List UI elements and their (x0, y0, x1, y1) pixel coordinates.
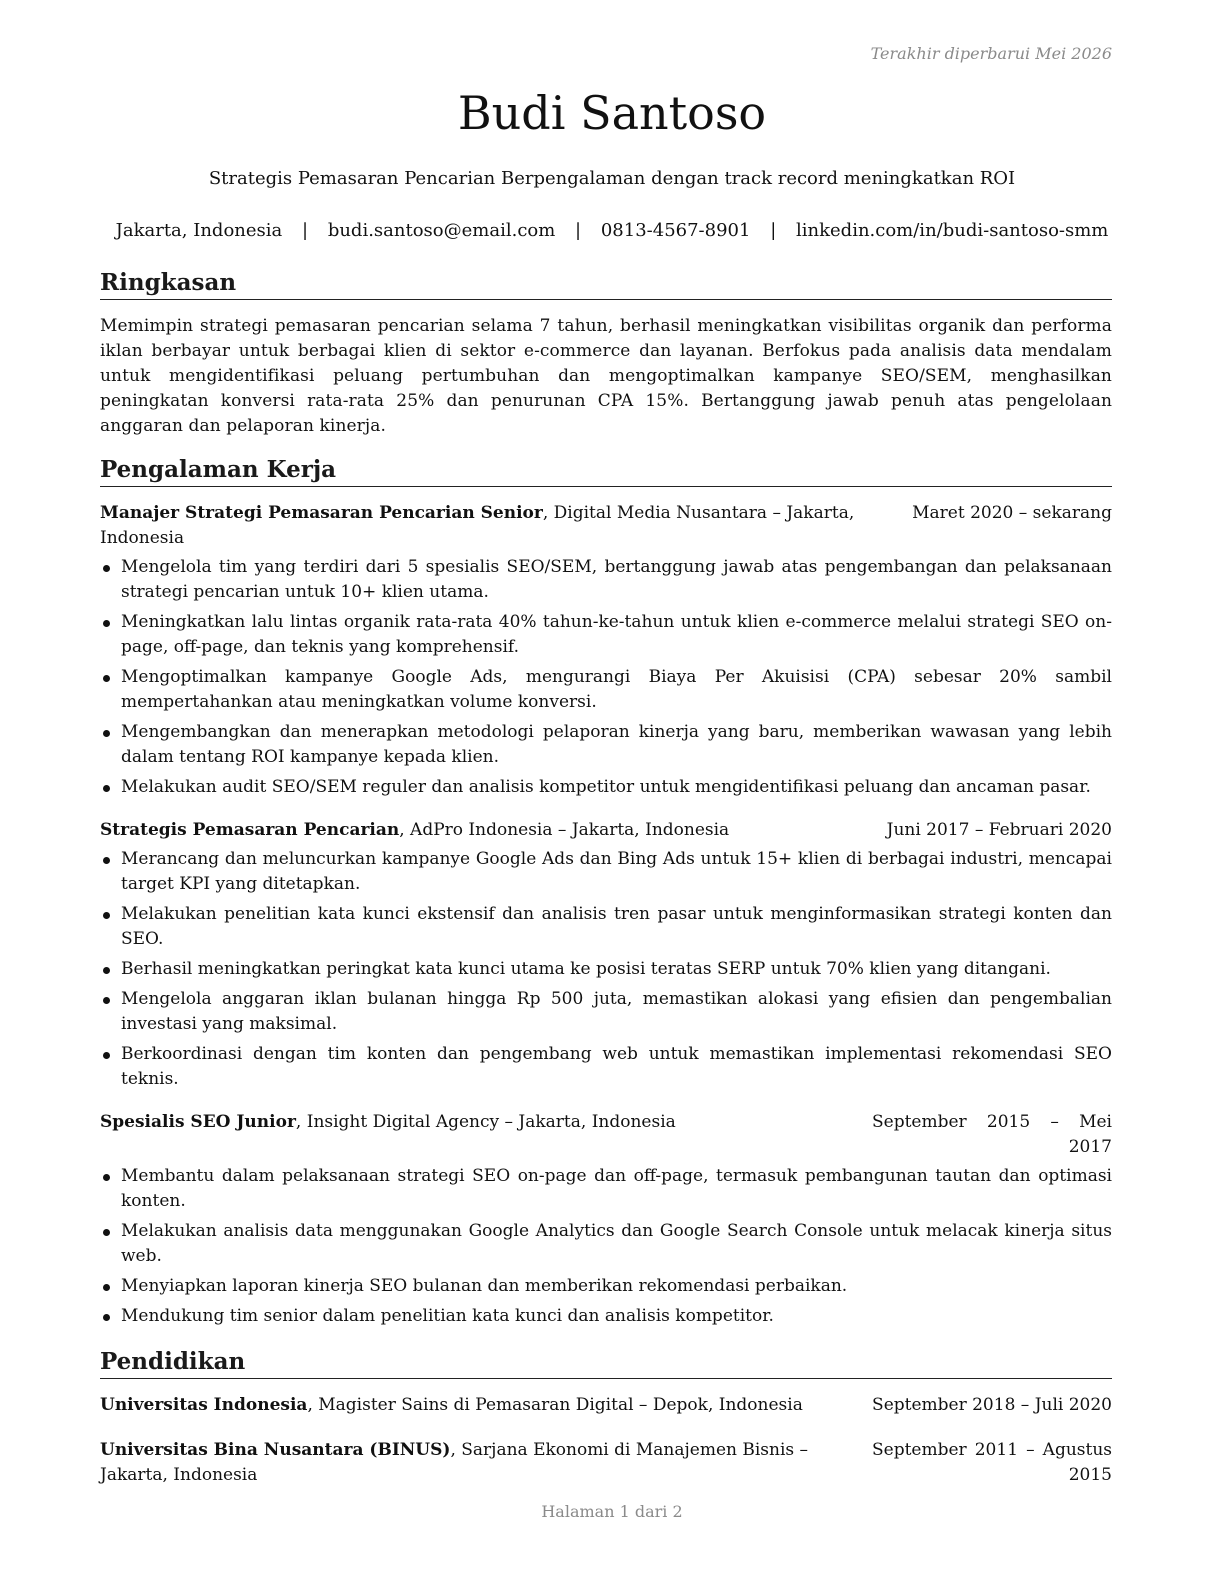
list-item: Membantu dalam pelaksanaan strategi SEO on-page dan off-page, termasuk pembangunan tautan dan optimasi konten. (100, 1164, 1112, 1214)
contact-separator: | (770, 220, 777, 241)
education-entry (100, 1438, 1112, 1488)
list-item: Berkoordinasi dengan tim konten dan pengembang web untuk memastikan implementasi rekomendasi SEO teknis. (100, 1042, 1112, 1092)
list-item: Merancang dan meluncurkan kampanye Google Ads dan Bing Ads untuk 15+ klien di berbagai industri, mencapai target KPI yang ditetapkan. (100, 847, 1112, 897)
job-header (100, 1110, 1112, 1160)
list-item: Mengelola tim yang terdiri dari 5 spesialis SEO/SEM, bertanggung jawab atas pengembangan dan pelaksanaan strategi pencarian untuk 10+ klien utama. (100, 555, 1112, 605)
job-header (100, 818, 1112, 843)
job-dates: Maret 2020 – sekarang (912, 503, 1112, 523)
contact-separator: | (302, 220, 309, 241)
contact-line (0, 220, 1224, 241)
job-organization: , Insight Digital Agency – Jakarta, Indonesia (295, 1112, 676, 1132)
job-role: Manajer Strategi Pemasaran Pencarian Senior (100, 503, 543, 523)
education-heading: Pendidikan (100, 1347, 1112, 1379)
job-entry (100, 501, 1112, 800)
list-item: Meningkatkan lalu lintas organik rata-rata 40% tahun-ke-tahun untuk klien e-commerce melalui strategi SEO on-page, off-page, dan teknis yang komprehensif. (100, 610, 1112, 660)
job-entry (100, 818, 1112, 1092)
job-header (100, 501, 1112, 551)
list-item: Melakukan penelitian kata kunci ekstensif dan analisis tren pasar untuk menginformasikan strategi konten dan SEO. (100, 902, 1112, 952)
page-number: Halaman 1 dari 2 (541, 1502, 683, 1521)
list-item: Melakukan analisis data menggunakan Google Analytics dan Google Search Console untuk melacak kinerja situs web. (100, 1219, 1112, 1269)
job-organization: , AdPro Indonesia – Jakarta, Indonesia (399, 820, 730, 840)
job-role: Spesialis SEO Junior (100, 1112, 296, 1132)
resume-body (100, 268, 1112, 1508)
summary-text: Memimpin strategi pemasaran pencarian selama 7 tahun, berhasil meningkatkan visibilitas organik dan performa iklan berbayar untuk berbagai klien di sektor e-commerce dan layanan. Berfokus pada analisis data mendalam untuk mengidentifikasi peluang pertumbuhan dan mengoptimalkan kampanye SEO/SEM, menghasilkan peningkatan konversi rata-rata 25% dan penurunan CPA 15%. Bertanggung jawab penuh atas pengelolaan anggaran dan pelaporan kinerja. (100, 316, 1112, 436)
job-title-line (100, 1110, 872, 1160)
job-title-line (100, 818, 887, 843)
list-item: Mengembangkan dan menerapkan metodologi pelaporan kinerja yang baru, memberikan wawasan yang lebih dalam tentang ROI kampanye kepada klien. (100, 720, 1112, 770)
candidate-name: Budi Santoso (457, 86, 767, 140)
job-title-line (100, 501, 912, 551)
job-organization: , Digital Media Nusantara – Jakarta, Indonesia (100, 503, 855, 548)
education-line (100, 1438, 872, 1488)
list-item: Mendukung tim senior dalam penelitian kata kunci dan analisis kompetitor. (100, 1304, 1112, 1329)
list-item: Berhasil meningkatkan peringkat kata kunci utama ke posisi teratas SERP untuk 70% klien yang ditangani. (100, 957, 1112, 982)
contact-location: Jakarta, Indonesia (115, 220, 283, 241)
school-name: Universitas Bina Nusantara (BINUS) (100, 1440, 451, 1460)
education-dates: September 2011 – Agustus 2015 (872, 1440, 1112, 1485)
job-bullets (100, 1164, 1112, 1329)
job-dates: September 2015 – Mei 2017 (872, 1112, 1112, 1157)
last-updated: Terakhir diperbarui Mei 2026 (870, 44, 1112, 63)
job-bullets (100, 555, 1112, 800)
summary-heading: Ringkasan (100, 268, 1112, 300)
job-role: Strategis Pemasaran Pencarian (100, 820, 400, 840)
contact-phone: 0813-4567-8901 (600, 220, 751, 241)
degree: , Sarjana Ekonomi di Manajemen Bisnis – Jakarta, Indonesia (100, 1440, 809, 1485)
education-dates: September 2018 – Juli 2020 (872, 1395, 1112, 1415)
degree: , Magister Sains di Pemasaran Digital – Depok, Indonesia (307, 1395, 803, 1415)
contact-email[interactable]: budi.santoso@email.com (327, 220, 556, 241)
school-name: Universitas Indonesia (100, 1395, 308, 1415)
education-line (100, 1393, 872, 1418)
tagline: Strategis Pemasaran Pencarian Berpengalaman dengan track record meningkatkan ROI (208, 168, 1016, 189)
job-entry (100, 1110, 1112, 1329)
contact-linkedin[interactable]: linkedin.com/in/budi-santoso-smm (796, 220, 1109, 241)
experience-heading: Pengalaman Kerja (100, 455, 1112, 487)
list-item: Melakukan audit SEO/SEM reguler dan analisis kompetitor untuk mengidentifikasi peluang dan ancaman pasar. (100, 775, 1112, 800)
list-item: Mengoptimalkan kampanye Google Ads, mengurangi Biaya Per Akuisisi (CPA) sebesar 20% sambil mempertahankan atau meningkatkan volume konversi. (100, 665, 1112, 715)
list-item: Mengelola anggaran iklan bulanan hingga Rp 500 juta, memastikan alokasi yang efisien dan pengembalian investasi yang maksimal. (100, 987, 1112, 1037)
list-item: Menyiapkan laporan kinerja SEO bulanan dan memberikan rekomendasi perbaikan. (100, 1274, 1112, 1299)
job-bullets (100, 847, 1112, 1092)
job-dates: Juni 2017 – Februari 2020 (886, 820, 1112, 840)
education-entry (100, 1393, 1112, 1418)
contact-separator: | (575, 220, 582, 241)
